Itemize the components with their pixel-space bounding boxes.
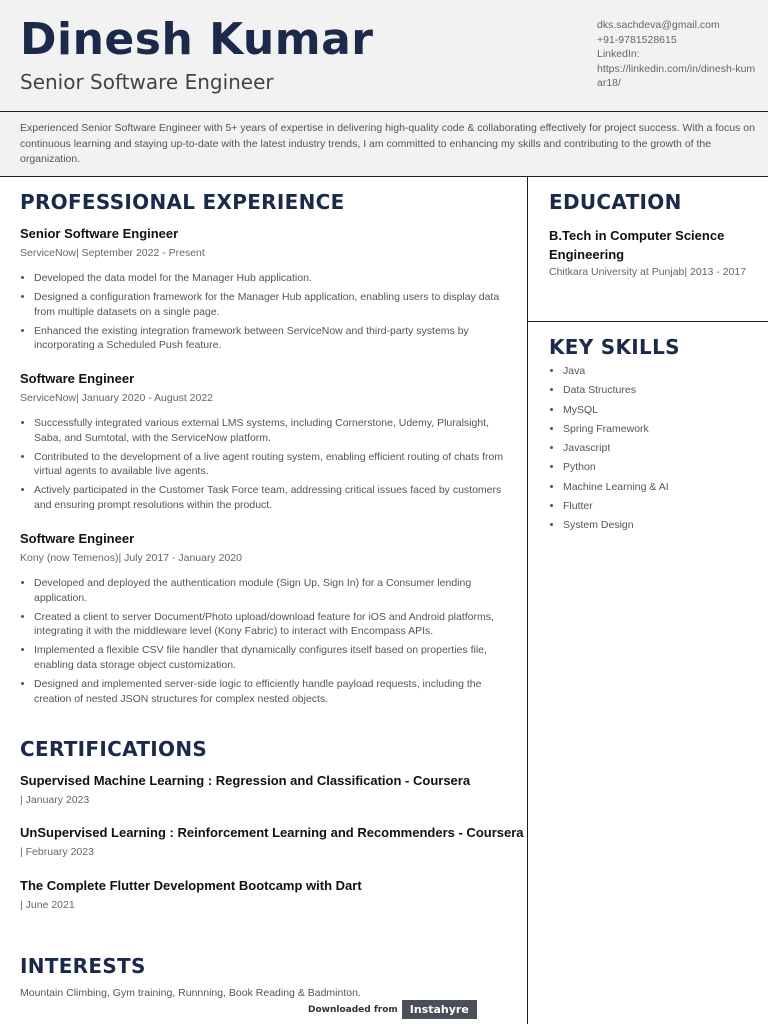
job-title: Senior Software Engineer: [20, 226, 179, 241]
job-bullet: • Enhanced the existing integration framework between ServiceNow and third-party systems by incorporating a Scheduled Push feature.: [34, 324, 504, 353]
skill-item: • Javascript: [563, 439, 669, 458]
education-heading: EDUCATION: [549, 190, 682, 214]
skill-item: • Python: [563, 458, 669, 477]
certifications-heading: CERTIFICATIONS: [20, 737, 208, 761]
job-meta: ServiceNow| January 2020 - August 2022: [20, 392, 214, 404]
skill-item: • Spring Framework: [563, 420, 669, 439]
job-bullet: • Actively participated in the Customer Task Force team, addressing critical issues faced by customers and ensuring prompt resolutions within the product.: [34, 483, 504, 512]
job-bullets: [20, 416, 504, 517]
contact-block: [597, 18, 757, 91]
candidate-role: Senior Software Engineer: [20, 70, 274, 94]
contact-linkedin-url: https://linkedin.com/in/dinesh-kumar18/: [597, 62, 756, 90]
education-degree: B.Tech in Computer Science Engineering: [549, 228, 725, 262]
job-bullet: • Created a client to server Document/Photo upload/download feature for iOS and Android platforms, integrating it with the middleware level (Kony Fabric) to interact with Encompass APIs.: [34, 610, 504, 639]
resume-header: [0, 0, 768, 177]
job-bullet: • Developed the data model for the Manager Hub application.: [34, 271, 504, 286]
skill-item: • Data Structures: [563, 381, 669, 400]
certification-title: Supervised Machine Learning : Regression and Classification - Coursera: [20, 773, 471, 788]
job-bullets: [20, 576, 504, 711]
skills-heading: KEY SKILLS: [549, 335, 680, 359]
certification-date: | February 2023: [20, 846, 94, 858]
job-meta: ServiceNow| September 2022 - Present: [20, 247, 205, 259]
job-title: Software Engineer: [20, 531, 135, 546]
contact-phone: +91-9781528615: [597, 33, 677, 46]
skill-item: • System Design: [563, 516, 669, 535]
education-divider: [528, 321, 768, 322]
professional-summary: Experienced Senior Software Engineer with 5+ years of expertise in delivering high-quality code & collaborating effectively for project success. With a focus on continuous learning and staying up-to-date with the latest industry trends, I am committed to enhancing my skills and contributing to the growth of the organization.: [20, 122, 755, 165]
skill-item: • Java: [563, 362, 669, 381]
job-bullet: • Successfully integrated various external LMS systems, including Cornerstone, Udemy, Pluralsight, Saba, and Sumtotal, with the ServiceNow platform.: [34, 416, 504, 445]
certification-title: UnSupervised Learning : Reinforcement Learning and Recommenders - Coursera: [20, 825, 524, 840]
job-title: Software Engineer: [20, 371, 135, 386]
certification-date: | June 2021: [20, 899, 75, 911]
skill-item: • MySQL: [563, 401, 669, 420]
instahyre-logo: Instahyre: [402, 1000, 477, 1019]
column-divider: [527, 177, 528, 1024]
download-watermark: [308, 1000, 477, 1019]
candidate-name: Dinesh Kumar: [20, 14, 374, 65]
job-bullet: • Designed a configuration framework for the Manager Hub application, enabling users to display data from multiple datasets on a single page.: [34, 290, 504, 319]
job-bullets: [20, 271, 504, 357]
contact-linkedin-label: LinkedIn:: [597, 48, 640, 61]
education-meta: Chitkara University at Punjab| 2013 - 2017: [549, 266, 747, 278]
job-meta: Kony (now Temenos)| July 2017 - January 2020: [20, 552, 242, 564]
certification-title: The Complete Flutter Development Bootcamp with Dart: [20, 878, 362, 893]
job-bullet: • Contributed to the development of a live agent routing system, enabling efficient routing of chats from virtual agents to available live agents.: [34, 450, 504, 479]
job-bullet: • Designed and implemented server-side logic to efficiently handle payload requests, including the creation of nested JSON structures for complex nested objects.: [34, 677, 504, 706]
job-bullet: • Developed and deployed the authentication module (Sign Up, Sign In) for a Consumer lending application.: [34, 576, 504, 605]
watermark-text: Downloaded from: [308, 1004, 398, 1015]
job-bullet: • Implemented a flexible CSV file handler that dynamically configures itself based on properties file, enabling data storage object customization.: [34, 643, 504, 672]
certification-date: | January 2023: [20, 794, 90, 806]
contact-email: dks.sachdeva@gmail.com: [597, 19, 720, 31]
skills-list: [549, 362, 669, 536]
interests-text: Mountain Climbing, Gym training, Runnning, Book Reading & Badminton.: [20, 987, 361, 999]
header-divider: [0, 111, 768, 112]
interests-heading: INTERESTS: [20, 954, 146, 978]
skill-item: • Flutter: [563, 497, 669, 516]
skill-item: • Machine Learning & AI: [563, 478, 669, 497]
experience-heading: PROFESSIONAL EXPERIENCE: [20, 190, 345, 214]
